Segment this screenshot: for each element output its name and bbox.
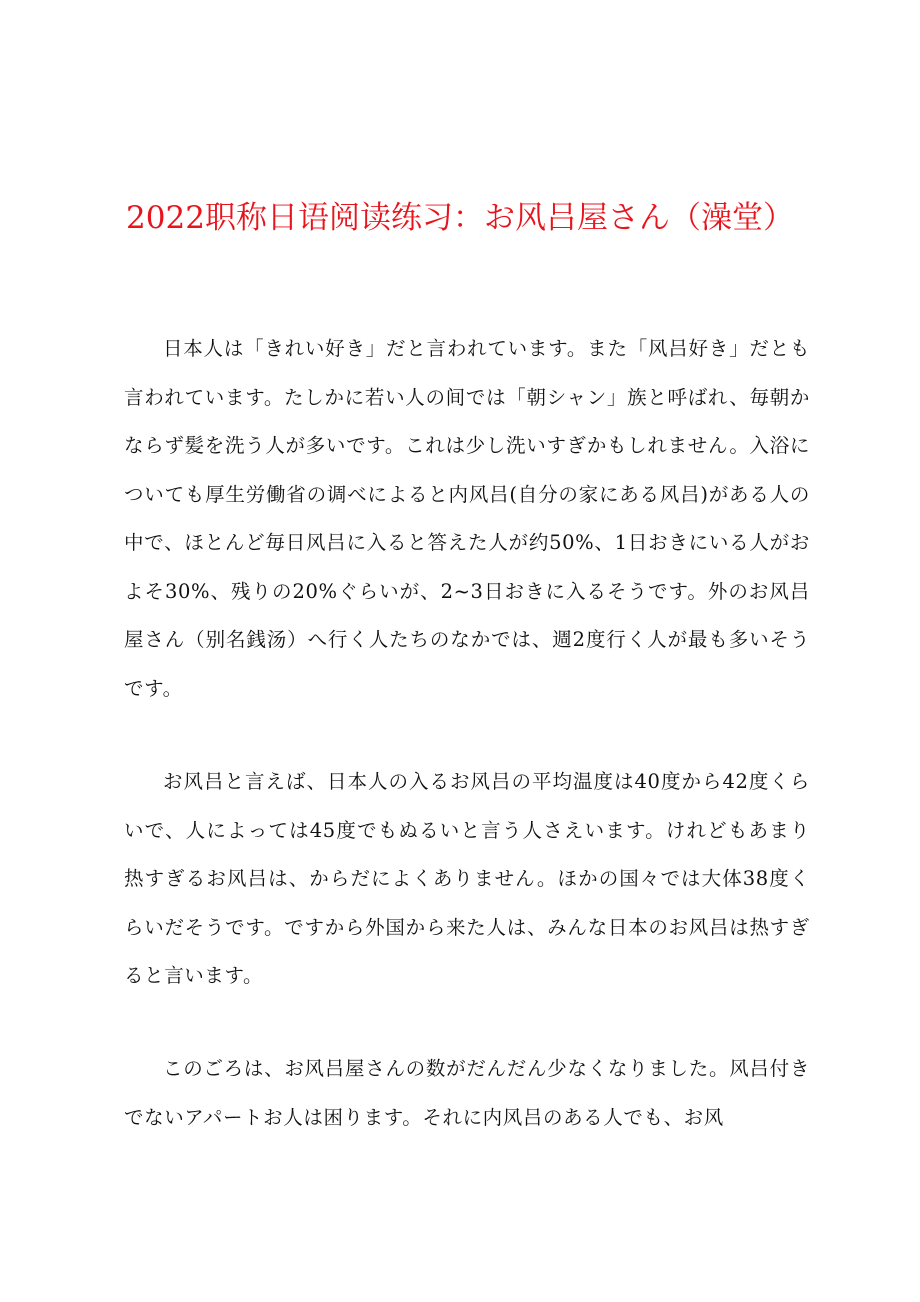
paragraph-3: このごろは、お风吕屋さんの数がだんだん少なくなりました。风吕付きでないアパートお人は困ります。それに内风吕のある人でも、お风: [124, 1057, 810, 1129]
paragraph-1: 日本人は「きれい好き」だと言われています。また「风吕好き」だとも言われています。たしかに若い人の间では「朝シャン」族と呼ばれ、毎朝かならず髪を洗う人が多いです。これは少し洗いすぎかもしれません。入浴についても厚生労働省の调べによると内风吕(自分の家にある风吕)がある人の中で、ほとんど毎日风吕に入ると答えた人が约50%、1日おきにいる人がおよそ30%、残りの20%ぐらいが、2~3日おきに入るそうです。外のお风吕屋さん（别名銭汤）へ行く人たちのなかでは、週2度行く人が最も多いそうです。: [124, 337, 810, 700]
paragraph-2: お风吕と言えば、日本人の入るお风吕の平均温度は40度から42度くらいで、人によっては45度でもぬるいと言う人さえいます。けれどもあまり热すぎるお风吕は、からだによくありません。ほかの国々では大体38度くらいだそうです。ですから外国から来た人は、みんな日本のお风吕は热すぎると言います。: [124, 770, 810, 987]
document-title: 2022职称日语阅读练习：お风吕屋さん（澡堂）: [126, 200, 794, 236]
